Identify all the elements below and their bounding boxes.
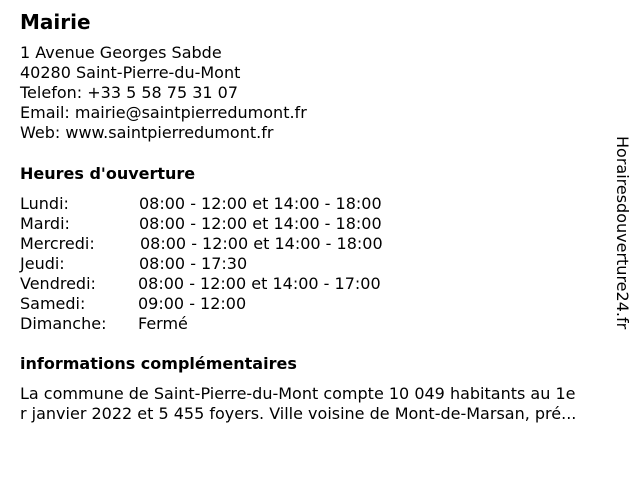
day-label: Samedi: bbox=[20, 294, 86, 313]
additional-info-text bbox=[20, 384, 632, 424]
time-value: Fermé bbox=[138, 314, 188, 333]
time-value: 08:00 - 12:00 et 14:00 - 17:00 bbox=[138, 274, 381, 293]
day-label: Mardi: bbox=[20, 214, 70, 233]
page-title: Mairie bbox=[20, 10, 91, 34]
time-value: 08:00 - 12:00 et 14:00 - 18:00 bbox=[139, 194, 382, 213]
address-city: 40280 Saint-Pierre-du-Mont bbox=[20, 63, 241, 82]
time-value: 08:00 - 17:30 bbox=[139, 254, 248, 273]
opening-hours-heading: Heures d'ouverture bbox=[20, 164, 196, 183]
day-label: Lundi: bbox=[20, 194, 69, 213]
time-value: 08:00 - 12:00 et 14:00 - 18:00 bbox=[139, 214, 382, 233]
time-value: 08:00 - 12:00 et 14:00 - 18:00 bbox=[140, 234, 383, 253]
day-label: Dimanche: bbox=[20, 314, 107, 333]
site-watermark: Horairesdouverture24.fr bbox=[613, 136, 632, 330]
info-line: r janvier 2022 et 5 455 foyers. Ville voisine de Mont-de-Marsan, pré... bbox=[20, 404, 577, 423]
phone-text: Telefon: +33 5 58 75 31 07 bbox=[20, 83, 239, 102]
info-line: La commune de Saint-Pierre-du-Mont compte 10 049 habitants au 1e bbox=[20, 384, 576, 403]
email-text: Email: mairie@saintpierredumont.fr bbox=[20, 103, 307, 122]
day-label: Mercredi: bbox=[20, 234, 95, 253]
website-text: Web: www.saintpierredumont.fr bbox=[20, 123, 274, 142]
time-value: 09:00 - 12:00 bbox=[138, 294, 247, 313]
day-label: Vendredi: bbox=[20, 274, 96, 293]
address-block bbox=[20, 43, 307, 143]
additional-info-heading: informations complémentaires bbox=[20, 354, 297, 373]
day-label: Jeudi: bbox=[20, 254, 65, 273]
address-street: 1 Avenue Georges Sabde bbox=[20, 43, 222, 62]
